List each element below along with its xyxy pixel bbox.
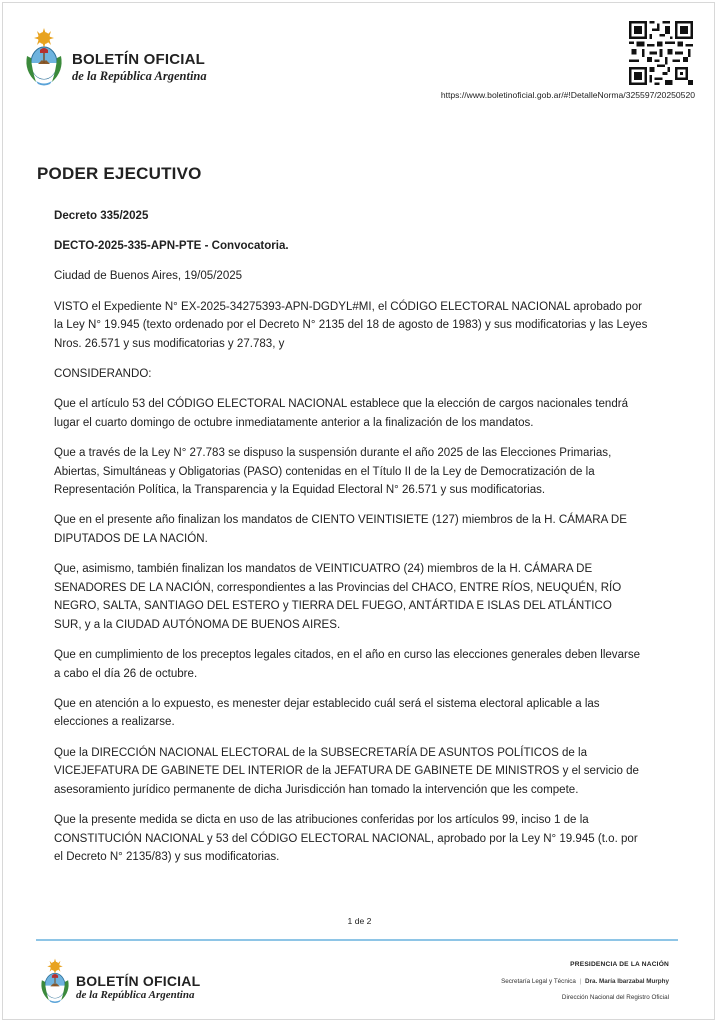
paragraph: [54, 511, 684, 548]
text-line: SUR, y a la CIUDAD AUTÓNOMA DE BUENOS AIRES.: [54, 618, 341, 631]
footer-coat-of-arms-logo: [38, 957, 72, 1005]
document-url[interactable]: https://www.boletinoficial.gob.ar/#!DetalleNorma/325597/20250520: [440, 90, 695, 100]
paragraph: [54, 395, 684, 432]
footer-subtitle: de la República Argentina: [76, 989, 195, 1001]
text-line: Que, asimismo, también finalizan los mandatos de VEINTICUATRO (24) miembros de la H. CÁMARA DE: [54, 563, 593, 576]
text-line: elecciones a realizarse.: [54, 716, 175, 729]
paragraph: [54, 646, 684, 683]
text-line: Abiertas, Simultáneas y Obligatorias (PASO) contenidas en el Título II de la Ley de Democratización de la: [54, 465, 595, 478]
text-line: Que en cumplimiento de los preceptos legales citados, en el año en curso las elecciones generales deben llevarse: [54, 649, 641, 662]
sun-rays: [34, 28, 54, 48]
text-line: Que a través de la Ley N° 27.783 se dispuso la suspensión durante el año 2025 de las Elecciones Primarias,: [54, 446, 612, 459]
header-subtitle: de la República Argentina: [72, 69, 207, 83]
text-line: Representación Política, la Transparencia y la Equidad Electoral N° 26.571 y sus modificatorias.: [54, 484, 546, 497]
text-line: CONSTITUCIÓN NACIONAL y 53 del CÓDIGO ELECTORAL NACIONAL, aprobado por la Ley N° 19.945 (t.o. por: [54, 832, 638, 845]
text-line: VISTO el Expediente N° EX-2025-34275393-APN-DGDYL#MI, el CÓDIGO ELECTORAL NACIONAL aprobado por: [54, 300, 642, 313]
text-line: Que la DIRECCIÓN NACIONAL ELECTORAL de la SUBSECRETARÍA DE ASUNTOS POLÍTICOS de la: [54, 746, 588, 759]
text-line: lugar el cuarto domingo de octubre inmediatamente anterior a la finalización de los mandatos.: [54, 416, 534, 429]
footer-divider: [36, 939, 678, 941]
footer-title: BOLETÍN OFICIAL: [76, 973, 201, 989]
text-line: el Decreto N° 2135/83) y sus modificatorias.: [54, 851, 280, 864]
paragraph: [54, 811, 684, 867]
footer-secretaria: Secretaría Legal y Técnica: [501, 978, 576, 985]
text-line: CONSIDERANDO:: [54, 367, 152, 380]
footer-signer: Dra. María Ibarzabal Murphy: [585, 978, 669, 985]
footer-presidency: PRESIDENCIA DE LA NACIÓN: [570, 961, 669, 968]
paragraph: [54, 560, 684, 634]
text-line: Que en atención a lo expuesto, es menester dejar establecido cuál será el sistema electoral aplicable a las: [54, 697, 600, 710]
text-line: NEGRO, SALTA, SANTIAGO DEL ESTERO y TIERRA DEL FUEGO, ANTÁRTIDA E ISLAS DEL ATLÁNTICO: [54, 600, 612, 613]
footer-direccion: Dirección Nacional del Registro Oficial: [561, 994, 669, 1001]
text-line: Que el artículo 53 del CÓDIGO ELECTORAL NACIONAL establece que la elección de cargos nacionales tendrá: [54, 398, 629, 411]
paragraph: [54, 695, 684, 732]
place-date: Ciudad de Buenos Aires, 19/05/2025: [54, 270, 243, 283]
text-line: la Ley N° 19.945 (texto ordenado por el Decreto N° 2135 del 18 de agosto de 1983) y sus modificatorias y las Leyes: [54, 319, 648, 332]
coat-of-arms-logo: [22, 26, 66, 88]
text-line: Que en el presente año finalizan los mandatos de CIENTO VEINTISIETE (127) miembros de la H. CÁMARA DE: [54, 514, 627, 527]
paragraph-considerando: [54, 365, 684, 384]
decree-code: DECTO-2025-335-APN-PTE - Convocatoria.: [54, 240, 289, 253]
paragraph: [54, 744, 684, 800]
section-title: PODER EJECUTIVO: [37, 164, 202, 183]
text-line: DIPUTADOS DE LA NACIÓN.: [54, 532, 208, 545]
text-line: Nros. 26.571 y sus modificatorias y 27.783, y: [54, 337, 285, 350]
header-title: BOLETÍN OFICIAL: [72, 51, 205, 68]
text-line: a cabo el día 26 de octubre.: [54, 667, 198, 680]
paragraph: [54, 444, 684, 500]
text-line: VICEJEFATURA DE GABINETE DEL INTERIOR de la JEFATURA DE GABINETE DE MINISTROS y el servicio de: [54, 765, 639, 778]
document-body: [54, 207, 684, 867]
decree-number: Decreto 335/2025: [54, 210, 149, 222]
text-line: Que la presente medida se dicta en uso de las atribuciones conferidas por los artículos 99, inciso 1 de la: [54, 813, 589, 826]
footer-secretaria-line: [501, 978, 669, 985]
text-line: SENADORES DE LA NACIÓN, correspondientes a las Provincias del CHACO, ENTRE RÍOS, NEUQUÉN, RÍO: [54, 581, 622, 594]
paragraph-visto: [54, 298, 684, 354]
page-number: 1 de 2: [347, 916, 372, 926]
footer-separator: |: [579, 978, 582, 985]
qr-code: [629, 21, 693, 85]
text-line: asesoramiento jurídico permanente de dicha Jurisdicción han tomado la intervención que les compete.: [54, 783, 579, 796]
